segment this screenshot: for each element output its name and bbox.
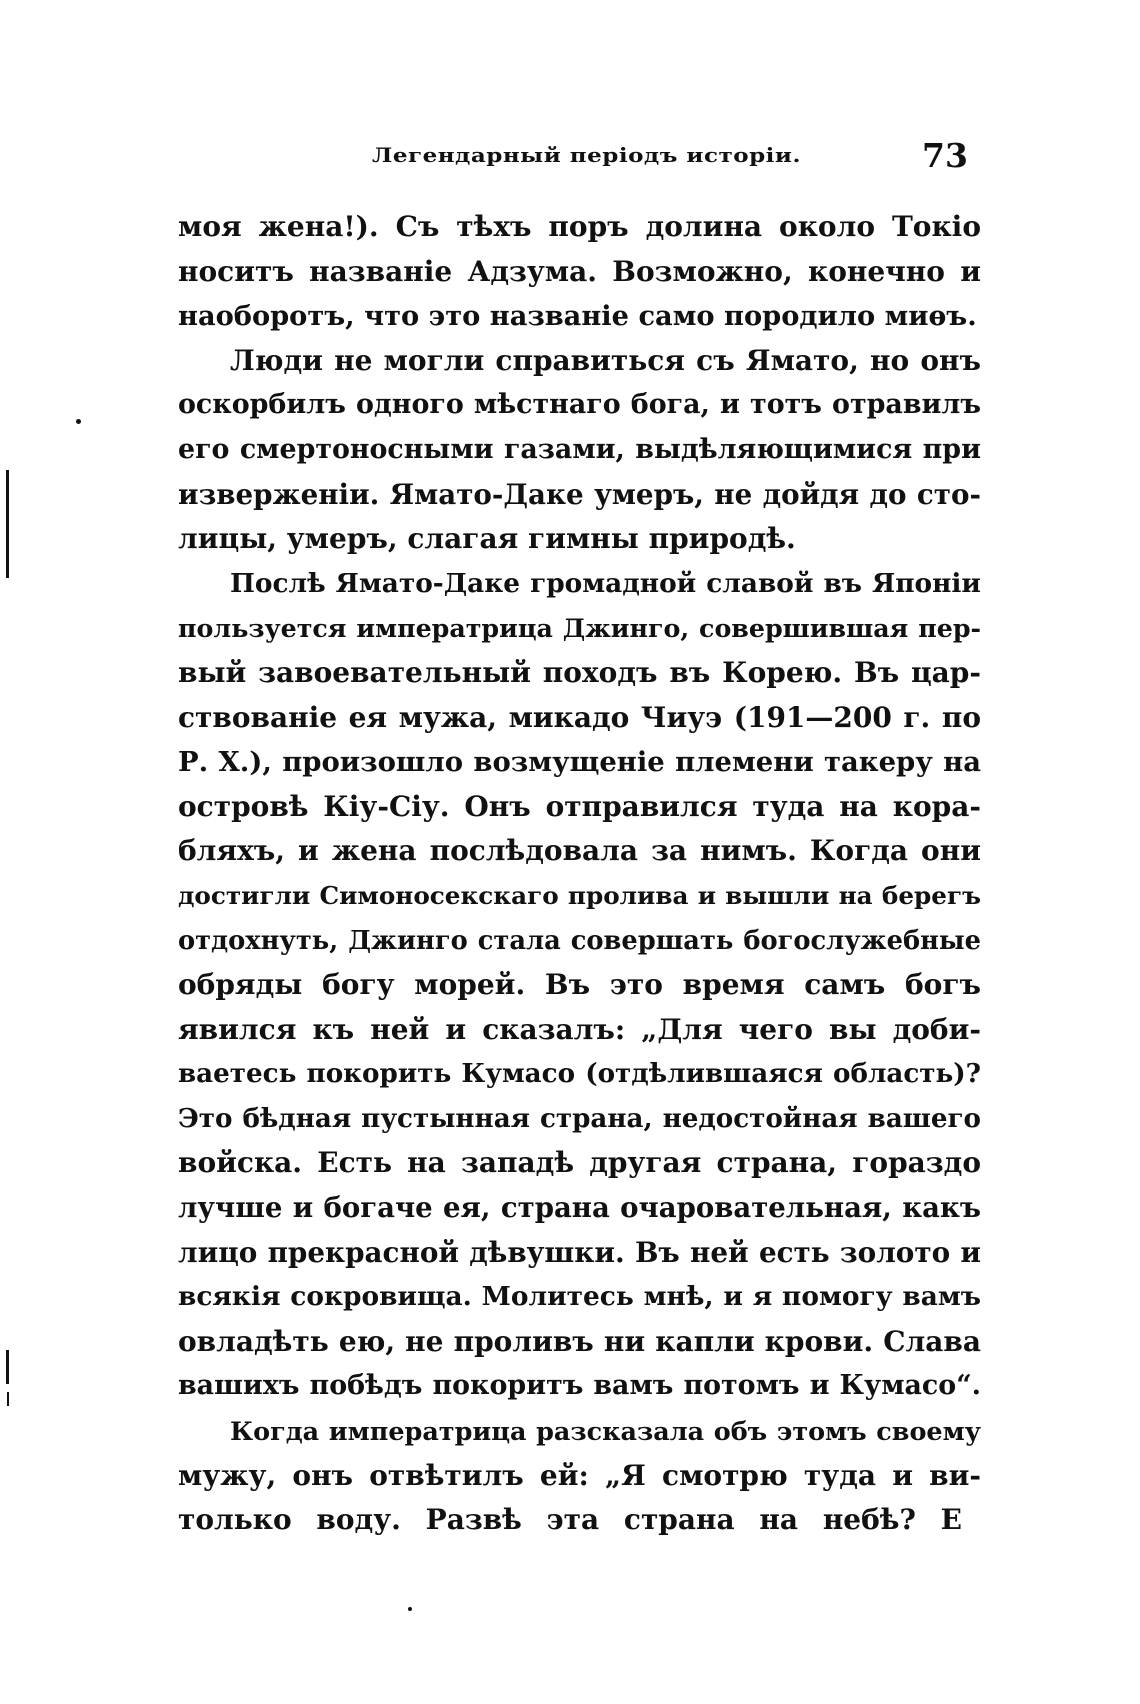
text-line: только воду. Развѣ эта страна на небѣ? Е	[178, 1503, 962, 1537]
body-text	[178, 205, 981, 1543]
text-line: Это бѣдная пустынная страна, недостойная вашего	[178, 1102, 981, 1134]
text-line: лучше и богаче ея, страна очаровательная, какъ	[178, 1192, 981, 1225]
text-line: его смертоносными газами, выдѣляющимися при	[178, 433, 981, 465]
running-title: Легендарный періодъ исторіи.	[372, 144, 801, 167]
scan-edge-mark	[6, 470, 9, 578]
scan-speck	[76, 419, 81, 424]
text-line: обряды богу морей. Въ это время самъ богъ	[178, 968, 981, 1002]
text-line: ствованіе ея мужа, микадо Чиуэ (191—200 г. по	[178, 700, 981, 734]
scan-edge-mark	[6, 1350, 9, 1384]
text-line: овладѣть ею, не проливъ ни капли крови. Слава	[178, 1324, 981, 1358]
text-line: лицо прекрасной дѣвушки. Въ ней есть золото и	[178, 1235, 981, 1269]
text-line: бляхъ, и жена послѣдовала за нимъ. Когда они	[178, 834, 981, 868]
text-line: достигли Симоносекскаго пролива и вышли на берегъ	[178, 880, 981, 910]
text-line: островѣ Кіу-Сіу. Онъ отправился туда на кора-	[178, 789, 981, 823]
text-line: носитъ названіе Адзума. Возможно, конечно и	[178, 254, 981, 288]
page-number: 73	[922, 136, 968, 175]
text-line: Люди не могли справиться съ Ямато, но онъ	[230, 343, 981, 377]
text-line: лицы, умеръ, слагая гимны природѣ.	[178, 522, 796, 556]
scan-speck	[408, 1607, 412, 1611]
text-line: наоборотъ, что это названіе само породило миѳъ.	[178, 300, 977, 333]
text-line: мужу, онъ отвѣтилъ ей: „Я смотрю туда и ви-	[178, 1458, 981, 1492]
text-line: моя жена!). Съ тѣхъ поръ долина около Токіо	[178, 210, 981, 243]
text-line: вашихъ побѣдъ покоритъ вамъ потомъ и Кумасо“.	[178, 1370, 981, 1402]
text-line: отдохнуть, Джинго стала совершать богослужебные	[178, 925, 981, 956]
text-line: Когда императрица разсказала объ этомъ своему	[230, 1416, 981, 1447]
text-line: пользуется императрица Джинго, совершившая пер-	[178, 613, 981, 644]
text-line: изверженіи. Ямато-Даке умеръ, не дойдя до сто-	[178, 477, 981, 511]
text-line: ваетесь покорить Кумасо (отдѣлившаяся область)?	[178, 1058, 981, 1090]
text-line: вый завоевательный походъ въ Корею. Въ цар-	[178, 655, 981, 689]
text-line: войска. Есть на западѣ другая страна, гораздо	[178, 1146, 981, 1180]
text-line: Р. Х.), произошло возмущеніе племени такеру на	[178, 746, 981, 779]
text-line: всякія сокровища. Молитесь мнѣ, и я помогу вамъ	[178, 1281, 981, 1313]
text-line: явился къ ней и сказалъ: „Для чего вы доби-	[178, 1012, 981, 1046]
text-line: Послѣ Ямато-Даке громадной славой въ Японіи	[230, 567, 981, 599]
text-line: оскорбилъ одного мѣстнаго бога, и тотъ отравилъ	[178, 389, 981, 421]
scan-edge-mark	[7, 1392, 9, 1406]
